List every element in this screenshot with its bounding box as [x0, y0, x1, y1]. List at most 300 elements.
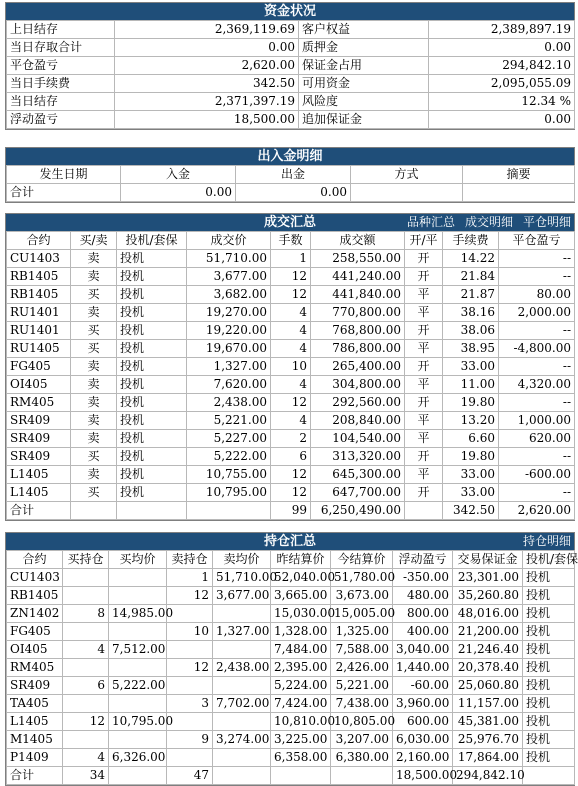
funds-label: 质押金: [299, 39, 429, 57]
positions-total-cell: [271, 767, 331, 785]
trades-cell: 441,240.00: [311, 268, 405, 286]
positions-cell: 12: [167, 587, 213, 605]
positions-cell: 14,985.00: [109, 605, 167, 623]
positions-total-row: [7, 767, 575, 785]
positions-cell: [213, 749, 271, 767]
positions-cell: [63, 587, 109, 605]
trades-cell: 买: [71, 340, 117, 358]
positions-total-cell: [331, 767, 393, 785]
positions-cell: 7,702.00: [213, 695, 271, 713]
trades-cell: --: [499, 358, 575, 376]
trades-cell: SR409: [7, 412, 71, 430]
trades-cell: --: [499, 268, 575, 286]
funds-label: 当日结存: [7, 93, 115, 111]
positions-cell: 25,060.80: [453, 677, 523, 695]
trades-cell: 投机: [117, 412, 187, 430]
positions-cell: [213, 641, 271, 659]
trades-cell: 33.00: [443, 484, 499, 502]
positions-cell: L1405: [7, 713, 63, 731]
trades-cell: 19,270.00: [187, 304, 271, 322]
positions-total-cell: 合计: [7, 767, 63, 785]
trades-cell: 19,670.00: [187, 340, 271, 358]
trades-cell: 12: [271, 466, 311, 484]
trades-cell: 投机: [117, 250, 187, 268]
trades-cell: 292,560.00: [311, 394, 405, 412]
trades-cell: 投机: [117, 394, 187, 412]
trades-cell: FG405: [7, 358, 71, 376]
positions-title: 持仓汇总: [263, 534, 316, 549]
trades-column-header: 合约: [7, 232, 71, 250]
positions-total-cell: [213, 767, 271, 785]
positions-cell: [109, 623, 167, 641]
trades-cell: 19.80: [443, 394, 499, 412]
trades-cell: 平: [405, 286, 443, 304]
positions-cell: [63, 695, 109, 713]
trades-total-cell: [117, 502, 187, 520]
positions-cell: 51,710.00: [213, 569, 271, 587]
positions-cell: 投机: [523, 677, 575, 695]
table-row: [7, 376, 575, 394]
table-row: [7, 304, 575, 322]
trades-cell: 80.00: [499, 286, 575, 304]
trades-total-cell: 2,620.00: [499, 502, 575, 520]
positions-column-header: 合约: [7, 551, 63, 569]
trades-cell: 买: [71, 286, 117, 304]
trades-cell: 3,677.00: [187, 268, 271, 286]
positions-cell: 51,780.00: [331, 569, 393, 587]
positions-cell: [213, 713, 271, 731]
positions-cell: 5,222.00: [109, 677, 167, 695]
trades-cell: 开: [405, 268, 443, 286]
cashflow-total-note: [463, 184, 575, 202]
positions-cell: 投机: [523, 749, 575, 767]
trades-cell: RU1405: [7, 340, 71, 358]
positions-cell: [109, 587, 167, 605]
funds-value: 2,389,897.19: [429, 21, 575, 39]
positions-column-header: 卖持仓: [167, 551, 213, 569]
trades-cell: 4: [271, 340, 311, 358]
trades-total-cell: 合计: [7, 502, 71, 520]
positions-cell: 3,274.00: [213, 731, 271, 749]
positions-cell: 3,225.00: [271, 731, 331, 749]
funds-row: [7, 21, 575, 39]
positions-cell: TA405: [7, 695, 63, 713]
positions-column-header: 浮动盈亏: [393, 551, 453, 569]
positions-cell: 3: [167, 695, 213, 713]
funds-title: 资金状况: [263, 4, 316, 19]
trades-cell: 2: [271, 430, 311, 448]
trades-cell: 265,400.00: [311, 358, 405, 376]
link-trades-2[interactable]: 平仓明细: [522, 215, 571, 229]
positions-cell: [167, 641, 213, 659]
table-row: [7, 268, 575, 286]
trades-column-header: 手续费: [443, 232, 499, 250]
trades-cell: 卖: [71, 394, 117, 412]
positions-column-header: 卖均价: [213, 551, 271, 569]
trades-cell: 平: [405, 412, 443, 430]
trades-cell: -4,800.00: [499, 340, 575, 358]
trades-cell: 21.84: [443, 268, 499, 286]
trades-cell: 买: [71, 322, 117, 340]
table-row: [7, 695, 575, 713]
trades-cell: 4,320.00: [499, 376, 575, 394]
positions-cell: 6: [63, 677, 109, 695]
trades-cell: 10,755.00: [187, 466, 271, 484]
positions-cell: 投机: [523, 587, 575, 605]
funds-label: 平仓盈亏: [7, 57, 115, 75]
trades-total-cell: [187, 502, 271, 520]
trades-cell: 313,320.00: [311, 448, 405, 466]
cashflow-total-label: 合计: [7, 184, 121, 202]
positions-cell: 2,160.00: [393, 749, 453, 767]
positions-cell: 投机: [523, 641, 575, 659]
positions-cell: 4: [63, 641, 109, 659]
positions-cell: 投机: [523, 659, 575, 677]
trades-total-cell: [71, 502, 117, 520]
table-row: [7, 605, 575, 623]
table-row: [7, 448, 575, 466]
trades-cell: 12: [271, 268, 311, 286]
positions-cell: 3,677.00: [213, 587, 271, 605]
trades-cell: RM405: [7, 394, 71, 412]
trades-cell: SR409: [7, 430, 71, 448]
positions-cell: [63, 731, 109, 749]
table-row: [7, 677, 575, 695]
funds-header: [6, 3, 574, 20]
positions-cell: 3,673.00: [331, 587, 393, 605]
trades-cell: 4: [271, 376, 311, 394]
positions-cell: [167, 749, 213, 767]
table-row: [7, 340, 575, 358]
trades-cell: 13.20: [443, 412, 499, 430]
positions-cell: [167, 677, 213, 695]
trades-total-cell: 6,250,490.00: [311, 502, 405, 520]
trades-cell: 投机: [117, 466, 187, 484]
table-row: [7, 286, 575, 304]
trades-cell: 441,840.00: [311, 286, 405, 304]
trades-cell: 19,220.00: [187, 322, 271, 340]
positions-table: [6, 550, 578, 785]
positions-cell: 7,424.00: [271, 695, 331, 713]
funds-value: 2,095,055.09: [429, 75, 575, 93]
positions-column-header: 交易保证金: [453, 551, 523, 569]
positions-column-header: 投机/套保: [523, 551, 575, 569]
positions-cell: 投机: [523, 569, 575, 587]
cashflow-header: [6, 148, 574, 165]
trades-cell: 平: [405, 340, 443, 358]
positions-cell: 6,030.00: [393, 731, 453, 749]
funds-value: 0.00: [115, 39, 299, 57]
positions-cell: 7,512.00: [109, 641, 167, 659]
trades-cell: 1: [271, 250, 311, 268]
funds-value: 12.34 %: [429, 93, 575, 111]
link-trades-0[interactable]: 品种汇总: [406, 215, 455, 229]
positions-cell: [167, 605, 213, 623]
positions-cell: [109, 659, 167, 677]
table-row: [7, 623, 575, 641]
trades-cell: 33.00: [443, 358, 499, 376]
trades-cell: 卖: [71, 268, 117, 286]
trades-cell: --: [499, 394, 575, 412]
trades-cell: 4: [271, 322, 311, 340]
trades-column-header: 成交价: [187, 232, 271, 250]
trades-cell: 投机: [117, 304, 187, 322]
cashflow-column-header: 出金: [236, 166, 351, 184]
positions-cell: ZN1402: [7, 605, 63, 623]
trades-cell: 开: [405, 358, 443, 376]
positions-header: [6, 533, 574, 550]
positions-cell: 5,221.00: [331, 677, 393, 695]
trades-cell: L1405: [7, 484, 71, 502]
trades-cell: 开: [405, 322, 443, 340]
table-row: [7, 484, 575, 502]
trades-cell: 平: [405, 430, 443, 448]
positions-cell: [63, 569, 109, 587]
cashflow-total-in: 0.00: [121, 184, 236, 202]
trades-cell: 投机: [117, 286, 187, 304]
trades-cell: 768,800.00: [311, 322, 405, 340]
trades-cell: 5,222.00: [187, 448, 271, 466]
trades-links: [397, 214, 571, 231]
trades-cell: 开: [405, 484, 443, 502]
trades-total-row: [7, 502, 575, 520]
positions-cell: 1,327.00: [213, 623, 271, 641]
trades-cell: 38.95: [443, 340, 499, 358]
trades-cell: 21.87: [443, 286, 499, 304]
trades-cell: RB1405: [7, 268, 71, 286]
positions-total-cell: 47: [167, 767, 213, 785]
trades-cell: 12: [271, 286, 311, 304]
table-row: [7, 250, 575, 268]
trades-table: [6, 231, 575, 520]
table-row: [7, 641, 575, 659]
positions-cell: FG405: [7, 623, 63, 641]
trades-total-cell: [405, 502, 443, 520]
trades-cell: 19.80: [443, 448, 499, 466]
trades-cell: 12: [271, 394, 311, 412]
table-row: [7, 322, 575, 340]
positions-cell: RM405: [7, 659, 63, 677]
positions-total-cell: 18,500.00: [393, 767, 453, 785]
positions-cell: 35,260.80: [453, 587, 523, 605]
trades-cell: 14.22: [443, 250, 499, 268]
positions-cell: 23,301.00: [453, 569, 523, 587]
positions-cell: 3,207.00: [331, 731, 393, 749]
trades-cell: 104,540.00: [311, 430, 405, 448]
trades-cell: 645,300.00: [311, 466, 405, 484]
positions-cell: 10,810.00: [271, 713, 331, 731]
trades-cell: 6: [271, 448, 311, 466]
funds-label: 上日结存: [7, 21, 115, 39]
trades-cell: 买: [71, 484, 117, 502]
trades-cell: 投机: [117, 340, 187, 358]
trades-cell: 5,227.00: [187, 430, 271, 448]
positions-cell: 1,328.00: [271, 623, 331, 641]
trades-total-cell: 99: [271, 502, 311, 520]
positions-cell: 10,805.00: [331, 713, 393, 731]
trades-cell: 卖: [71, 376, 117, 394]
positions-cell: OI405: [7, 641, 63, 659]
trades-cell: 4: [271, 412, 311, 430]
positions-cell: 9: [167, 731, 213, 749]
trades-column-header: 手数: [271, 232, 311, 250]
trades-cell: 7,620.00: [187, 376, 271, 394]
trades-cell: RU1401: [7, 322, 71, 340]
positions-cell: [213, 605, 271, 623]
table-row: [7, 394, 575, 412]
trades-cell: 10: [271, 358, 311, 376]
funds-label: 当日手续费: [7, 75, 115, 93]
positions-cell: 7,438.00: [331, 695, 393, 713]
positions-cell: RB1405: [7, 587, 63, 605]
trades-cell: 4: [271, 304, 311, 322]
funds-value: 2,369,119.69: [115, 21, 299, 39]
trades-cell: 786,800.00: [311, 340, 405, 358]
positions-cell: 投机: [523, 695, 575, 713]
trades-cell: 10,795.00: [187, 484, 271, 502]
trades-cell: 卖: [71, 466, 117, 484]
trades-cell: 304,800.00: [311, 376, 405, 394]
positions-cell: [109, 695, 167, 713]
positions-cell: 800.00: [393, 605, 453, 623]
cashflow-column-header: 发生日期: [7, 166, 121, 184]
funds-label: 客户权益: [299, 21, 429, 39]
positions-cell: [109, 731, 167, 749]
trades-cell: 投机: [117, 322, 187, 340]
link-trades-1[interactable]: 成交明细: [464, 215, 513, 229]
trades-cell: 12: [271, 484, 311, 502]
table-row: [7, 358, 575, 376]
trades-cell: 33.00: [443, 466, 499, 484]
cashflow-column-header: 入金: [121, 166, 236, 184]
positions-cell: 投机: [523, 605, 575, 623]
positions-cell: 15,005.00: [331, 605, 393, 623]
trades-cell: 开: [405, 250, 443, 268]
table-row: [7, 587, 575, 605]
funds-row: [7, 93, 575, 111]
positions-cell: 7,588.00: [331, 641, 393, 659]
funds-value: 2,371,397.19: [115, 93, 299, 111]
funds-label: 当日存取合计: [7, 39, 115, 57]
positions-cell: 3,665.00: [271, 587, 331, 605]
table-row: [7, 412, 575, 430]
funds-row: [7, 57, 575, 75]
positions-cell: 投机: [523, 731, 575, 749]
positions-cell: 1,325.00: [331, 623, 393, 641]
trades-cell: 卖: [71, 250, 117, 268]
cashflow-column-header: 摘要: [463, 166, 575, 184]
funds-table: [6, 20, 575, 129]
trades-cell: 投机: [117, 484, 187, 502]
trades-cell: 买: [71, 448, 117, 466]
trades-cell: 卖: [71, 430, 117, 448]
positions-cell: 20,378.40: [453, 659, 523, 677]
table-row: [7, 731, 575, 749]
trades-cell: 2,438.00: [187, 394, 271, 412]
positions-cell: 8: [63, 605, 109, 623]
positions-cell: CU1403: [7, 569, 63, 587]
positions-cell: 6,380.00: [331, 749, 393, 767]
positions-cell: 5,224.00: [271, 677, 331, 695]
positions-cell: 12: [63, 713, 109, 731]
trades-cell: RB1405: [7, 286, 71, 304]
positions-cell: [213, 677, 271, 695]
table-row: [7, 466, 575, 484]
positions-cell: [167, 713, 213, 731]
positions-column-header: 昨结算价: [271, 551, 331, 569]
positions-cell: -60.00: [393, 677, 453, 695]
trades-title: 成交汇总: [263, 215, 316, 230]
funds-row: [7, 111, 575, 129]
positions-cell: 7,484.00: [271, 641, 331, 659]
positions-total-cell: 34: [63, 767, 109, 785]
trades-cell: 11.00: [443, 376, 499, 394]
trades-cell: 770,800.00: [311, 304, 405, 322]
cashflow-total-row: [7, 184, 575, 202]
positions-cell: 21,246.40: [453, 641, 523, 659]
trades-cell: 258,550.00: [311, 250, 405, 268]
trades-cell: --: [499, 322, 575, 340]
trades-cell: 投机: [117, 430, 187, 448]
positions-cell: M1405: [7, 731, 63, 749]
table-row: [7, 659, 575, 677]
trades-section: [5, 213, 575, 521]
cashflow-table: [6, 165, 575, 202]
positions-cell: 1,440.00: [393, 659, 453, 677]
funds-label: 浮动盈亏: [7, 111, 115, 129]
trades-cell: --: [499, 250, 575, 268]
positions-column-header: 买持仓: [63, 551, 109, 569]
positions-cell: 17,864.00: [453, 749, 523, 767]
positions-cell: -350.00: [393, 569, 453, 587]
positions-cell: 投机: [523, 623, 575, 641]
trades-cell: SR409: [7, 448, 71, 466]
positions-cell: 15,030.00: [271, 605, 331, 623]
funds-value: 18,500.00: [115, 111, 299, 129]
trades-cell: 投机: [117, 358, 187, 376]
table-row: [7, 749, 575, 767]
positions-cell: 600.00: [393, 713, 453, 731]
positions-cell: 11,157.00: [453, 695, 523, 713]
trades-cell: 平: [405, 376, 443, 394]
trades-cell: 6.60: [443, 430, 499, 448]
funds-value: 342.50: [115, 75, 299, 93]
positions-cell: SR409: [7, 677, 63, 695]
link-position-detail[interactable]: 持仓明细: [522, 534, 571, 548]
funds-row: [7, 39, 575, 57]
trades-total-cell: 342.50: [443, 502, 499, 520]
funds-label: 风险度: [299, 93, 429, 111]
trades-cell: 卖: [71, 304, 117, 322]
positions-total-cell: [523, 767, 575, 785]
cashflow-column-header: 方式: [351, 166, 463, 184]
trades-cell: OI405: [7, 376, 71, 394]
table-row: [7, 713, 575, 731]
funds-label: 追加保证金: [299, 111, 429, 129]
trades-cell: 620.00: [499, 430, 575, 448]
trades-cell: 平: [405, 304, 443, 322]
trades-cell: 3,682.00: [187, 286, 271, 304]
funds-section: [5, 2, 575, 130]
trades-column-header: 买/卖: [71, 232, 117, 250]
positions-cell: 2,395.00: [271, 659, 331, 677]
trades-column-header: 平仓盈亏: [499, 232, 575, 250]
trades-cell: 投机: [117, 448, 187, 466]
trades-cell: 开: [405, 448, 443, 466]
funds-value: 2,620.00: [115, 57, 299, 75]
positions-cell: 48,016.00: [453, 605, 523, 623]
trades-cell: 投机: [117, 376, 187, 394]
